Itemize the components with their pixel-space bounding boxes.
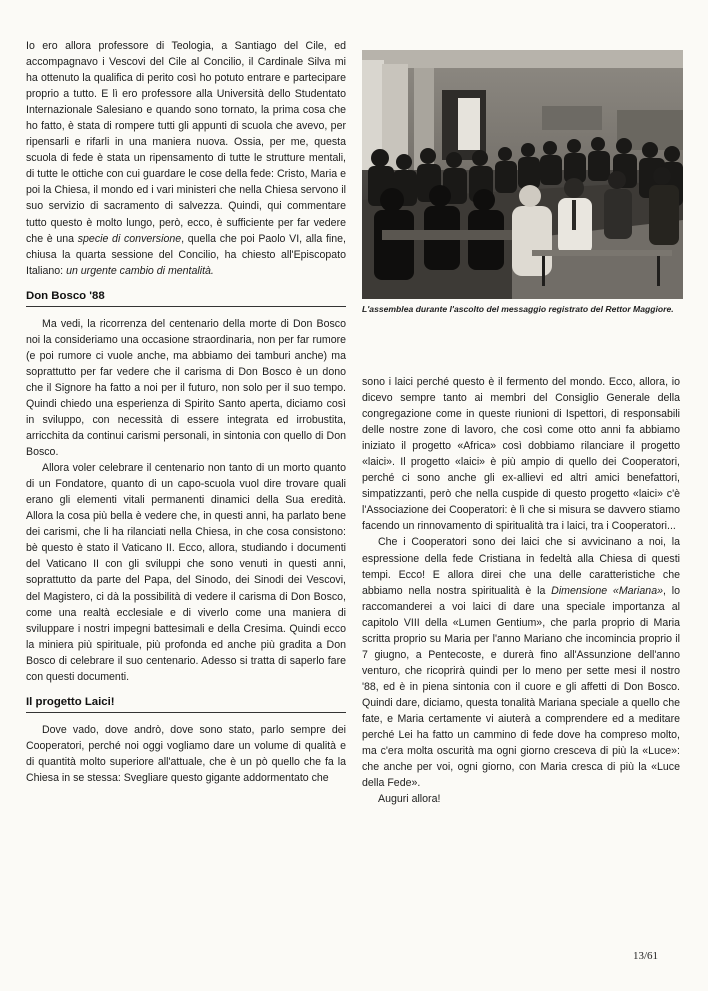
emphasis-mentality: un urgente cambio di mentalità. <box>66 264 214 277</box>
paragraph: Allora voler celebrare il centenario non tanto di un morto quanto di un Fondatore, quanto di un capo-scuola vuol dire trovare quali erano gli elementi vitali permanenti dinamici della Sua eredità. Allora la cosa più bella è vedere che, in questi anni, ha parlato bene dei carismi, che li ha rilanciati nella Chiesa, in che cosa consistono: bè questo è stato il Vaticano II. Ecco, allora, studiando i documenti del Vaticano II con gli sviluppi che sono venuti in questi anni, soprattutto da parte del Papa, del Sinodo, dei Sinodi dei Vescovi, del Magistero, ci dà la possibilità di vedere il carisma di Don Bosco, come una realtà ecclesiale e di viverlo come una maniera di sviluppare i nostri impegni battesimali e della Cresima. Quindi ecco la miniera più spirituale, più profonda ed anche più gradita a Don Bosco di celebrare il suo centenario. Adesso si tratta di saperlo fare con questi documenti. <box>26 462 346 683</box>
assembly-photo <box>362 50 683 299</box>
emphasis-dimensione-mariana: Dimensione «Mariana» <box>551 584 663 597</box>
section-heading-don-bosco: Don Bosco '88 <box>26 289 346 307</box>
section-heading-progetto-laici: Il progetto Laici! <box>26 695 346 713</box>
page-number: 13/61 <box>633 950 659 962</box>
emphasis-conversion: specie di conversione <box>77 232 182 245</box>
photo-caption: L'assemblea durante l'ascolto del messaggio registrato del Rettor Maggiore. <box>362 304 674 314</box>
right-column <box>362 374 680 807</box>
paragraph: Dove vado, dove andrò, dove sono stato, parlo sempre dei Cooperatori, perché noi oggi vogliamo dare un volume di qualità e di quantità molto superiore all'attuale, che è un pò quello che fa la Chiesa in se stessa: Svegliare questo gigante addormentato che <box>26 723 346 784</box>
left-column <box>26 38 346 786</box>
closing-line: Auguri allora! <box>378 793 441 806</box>
paragraph: Ma vedi, la ricorrenza del centenario della morte di Don Bosco noi la consideriamo una occasione straordinaria, non per far rumore (e poi rumore ci vuole anche, ma abbiamo dei tamburi anche) ma soprattutto per far vedere che il carisma di Don Bosco è un dono che il Signore ha fatto a noi per il futuro, non solo per il suo tempo. Quindi chiedo una esperienza di Spirito Santo aperta, diciamo così in sviluppo, con necessità di essere integrata ed irrobustita, arricchita da continui carismi personali, in sintonia con quello di Don Bosco. <box>26 317 346 459</box>
paragraph: Che i Cooperatori sono dei laici che si avvicinano a noi, la espressione della fede Cristiana in fedeltà alla Chiesa di questi tempi. Ecco! E allora direi che una delle caratteristiche che abbiamo nella nostra spiritualità è la Dimensione «Mariana», lo raccomanderei a voi laici di dare una speciale importanza al capitolo VIII della «Lumen Gentium», che parla proprio di Maria scritta proprio su Maria per l'anno Mariano che incomincia proprio il 7 giugno, a Pentecoste, e durerà fino all'Assunzione dell'anno venturo, che ricoprirà quindi per lo meno per sette mesi il nostro '88, ed è in piena sintonia con il cuore e gli affetti di Don Bosco. Quindi dare, diciamo, questa tonalità Mariana speciale a quello che fate, e Maria certamente vi aiuterà a comprendere ed a meditare perché Lei ha fatto un cammino di fede dove ha compreso molto, ma c'era molta oscurità ma ogni giorno cresceva di più la «Luce»: che anche per voi, ogni giorno, con Maria cresca di più la «Luce della Fede». <box>362 536 680 790</box>
assembly-photo-image <box>362 50 683 299</box>
intro-paragraph: Io ero allora professore di Teologia, a Santiago del Cile, ed accompagnavo i Vescovi del Cile al Concilio, il Cardinale Silva mi ha ottenuto la qualifica di perito così ho potuto entrare e partecipare proprio a tutto. E lì ero professore alla Università dello Studentato Internazionale Salesiano e quando sono tornato, la prima cosa che ho fatto, è stata di rompere tutti gli appunti di scuola che avevo, per ripensarli e rifarli in una maniera nuova. Ossia, per me, questa scuola di fede è stata un ripensamento di tutte le strutture mentali, di tutte le ottiche con cui guardare le cose della fede: Cristo, Maria e poi la Chiesa, il mondo ed i vari ministeri che nella Chiesa servono il suo servizio di sacramento di salvezza. Quindi, qui commentare tutto questo è molto lungo, però, ecco, è sufficiente per far vedere che è una specie di conversione, quella che poi Paolo VI, alla fine, chiusa la quarta sessione del Concilio, ha chiesto all'Episcopato Italiano: un urgente cambio di mentalità. <box>26 40 346 277</box>
paragraph: sono i laici perché questo è il fermento del mondo. Ecco, allora, io dicevo sempre tanto ai membri del Consiglio Generale della congregazione come in queste riunioni di Ispettori, di responsabili delle nostre zone di lavoro, che così come otto anni fa abbiamo iniziato il progetto «Africa» così dobbiamo rilanciare il progetto «laici». Il progetto «laici» è più ampio di quello dei Cooperatori, perché ci sono anche gli ex-allievi ed altri amici benefattori, simpatizzanti, però che nella cuspide di questo progetto «laici» c'è l'Associazione dei Cooperatori: è lì che si misura se davvero stiamo facendo un rinnovamento di spiritualità tra i laici, tra i Cooperatori... <box>362 376 680 533</box>
